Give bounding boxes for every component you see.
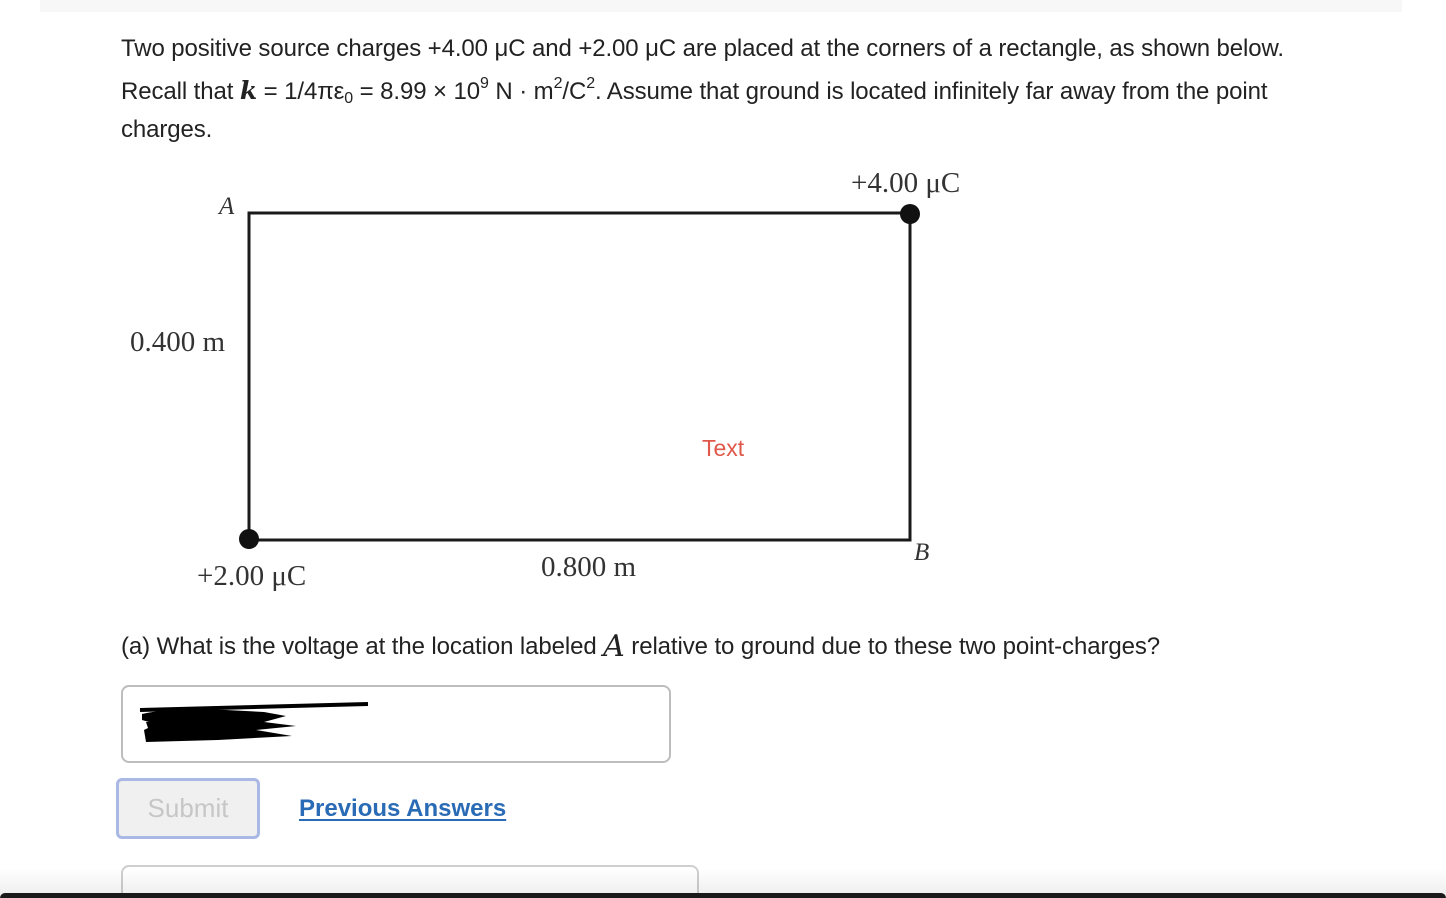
problem-line-2	[121, 66, 1411, 116]
formula-part-b: = 8.99 × 10	[353, 78, 481, 105]
bottom-left-charge-dot	[239, 529, 259, 549]
question-variable: A	[603, 629, 625, 664]
header-band	[40, 0, 1402, 12]
problem-statement	[121, 31, 1411, 147]
top-right-charge-dot	[900, 204, 920, 224]
height-dimension-label: 0.400 m	[130, 326, 226, 358]
recall-text: Recall that	[121, 78, 240, 105]
rectangle-outline	[249, 213, 910, 540]
window-bottom-edge	[0, 893, 1446, 898]
power-exponent: 9	[480, 75, 489, 92]
meter-exponent: 2	[553, 75, 563, 92]
point-b-label: B	[914, 539, 930, 566]
epsilon-subscript: 0	[344, 90, 354, 107]
question-prefix: (a) What is the voltage at the location labeled	[121, 633, 604, 660]
question-a	[121, 629, 1160, 664]
formula-part-d: /C	[562, 78, 587, 105]
problem-line-1: Two positive source charges +4.00 μC and +2.00 μC are placed at the corners of a rectangle, as shown below.	[121, 35, 1284, 62]
ground-assumption-text: . Assume that ground is located infinitely far away from the point	[595, 78, 1268, 105]
coulomb-exponent: 2	[586, 75, 595, 92]
top-right-charge-label: +4.00 μC	[851, 167, 961, 199]
submit-button[interactable]: Submit	[116, 778, 260, 839]
point-a-label: A	[219, 193, 235, 220]
overlay-text-label: Text	[702, 435, 745, 461]
previous-answers-link[interactable]: Previous Answers	[299, 795, 507, 822]
width-dimension-label: 0.800 m	[541, 551, 637, 583]
question-suffix: relative to ground due to these two point-charges?	[624, 633, 1160, 660]
bottom-left-charge-label: +2.00 μC	[197, 560, 307, 592]
redacted-answer-scribble	[136, 700, 376, 748]
formula-part-a: = 1/4πε	[257, 78, 345, 105]
problem-line-3: charges.	[121, 116, 213, 143]
k-symbol: k	[239, 76, 258, 105]
formula-part-c: N · m	[488, 78, 554, 105]
